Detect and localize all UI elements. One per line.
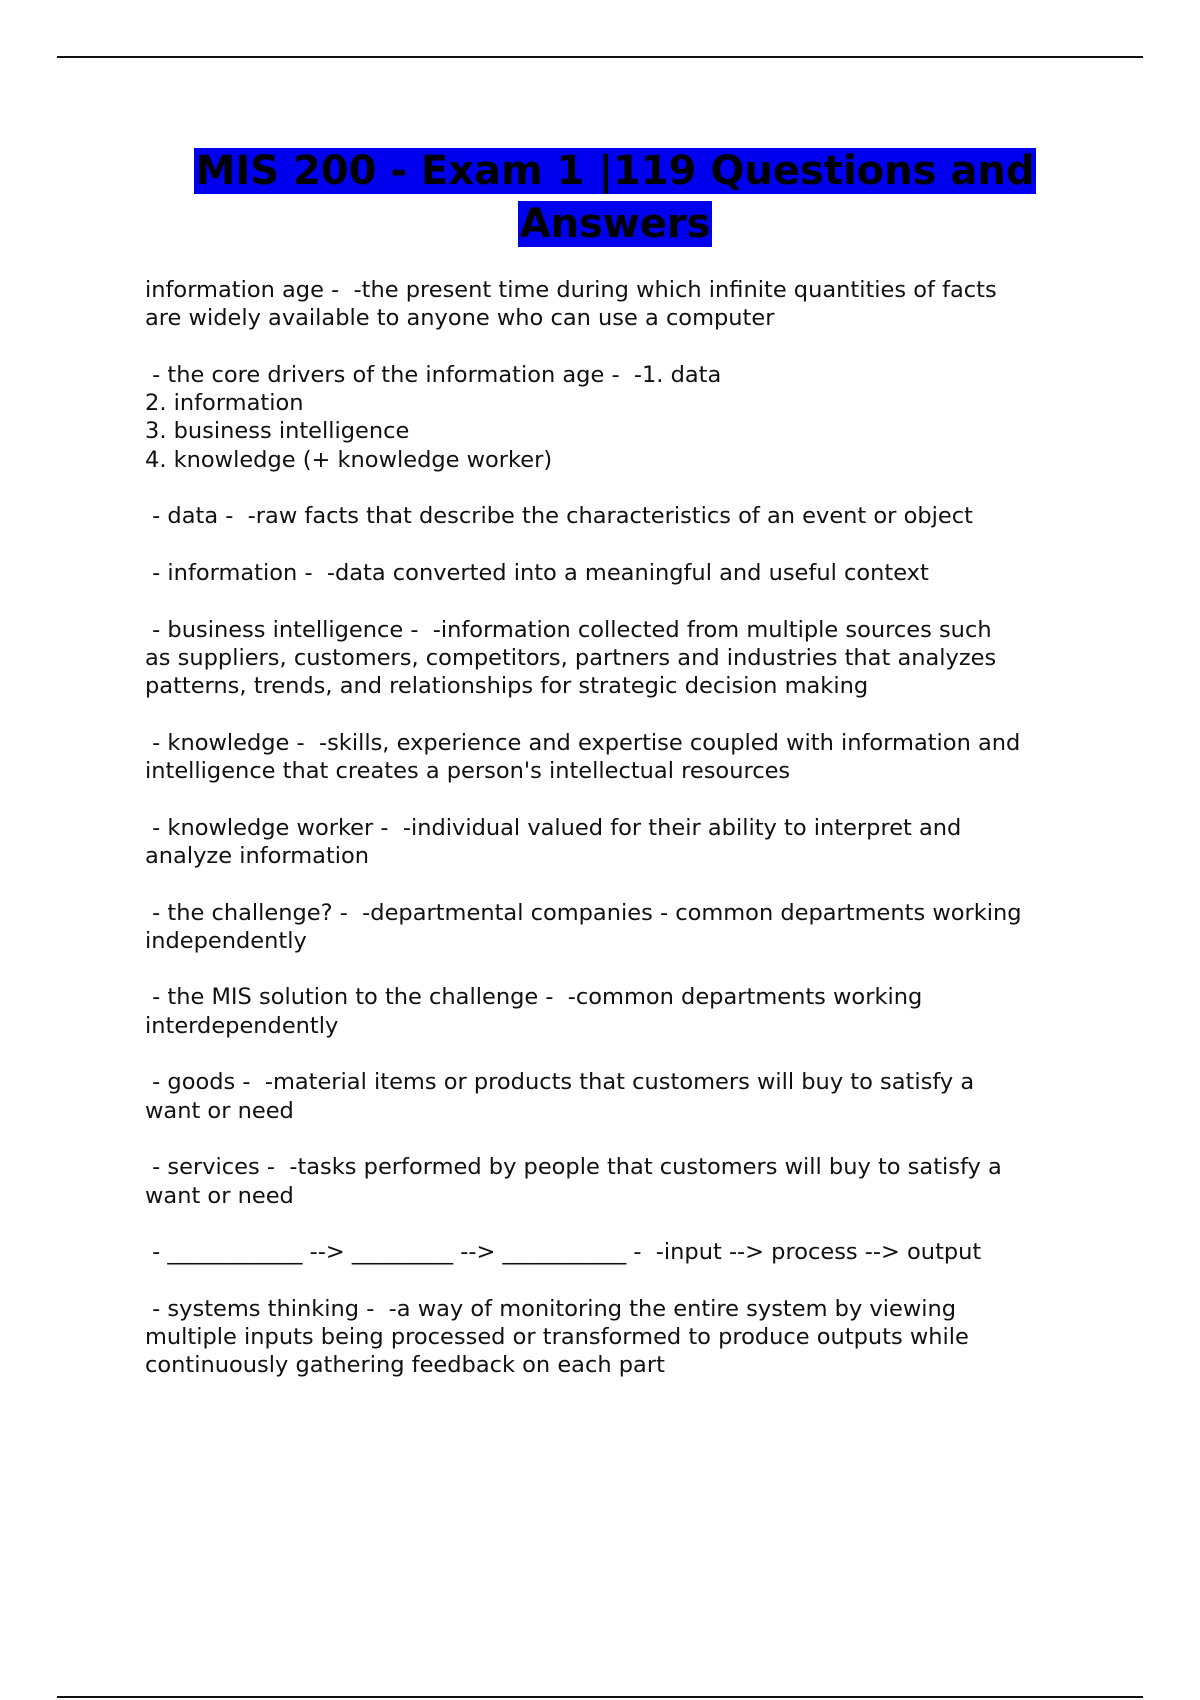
qa-entry — [145, 1068, 1095, 1125]
qa-entry — [145, 983, 1095, 1040]
qa-entry-line: - the core drivers of the information age - -1. data — [145, 361, 722, 388]
qa-entry-line: 3. business intelligence — [145, 418, 410, 445]
qa-entry-line: are widely available to anyone who can use a computer — [145, 305, 775, 332]
qa-entry-line: - information - -data converted into a meaningful and useful context — [145, 559, 929, 586]
qa-entry-line: 2. information — [145, 390, 304, 417]
qa-entry-line: continuously gathering feedback on each part — [145, 1352, 665, 1379]
qa-entry-line: - knowledge worker - -individual valued for their ability to interpret and — [145, 814, 962, 841]
qa-entry-line: - knowledge - -skills, experience and expertise coupled with information and — [145, 729, 1021, 756]
title-line-2: Answers — [519, 201, 711, 247]
qa-entry-line: analyze information — [145, 842, 370, 869]
qa-entry-line: want or need — [145, 1182, 294, 1209]
bottom-rule — [57, 1696, 1143, 1698]
qa-entry — [145, 361, 1095, 474]
qa-entry-line: 4. knowledge (+ knowledge worker) — [145, 446, 553, 473]
qa-entry-line: as suppliers, customers, competitors, partners and industries that analyzes — [145, 644, 997, 671]
qa-entry-line: - the MIS solution to the challenge - -common departments working — [145, 984, 923, 1011]
qa-entry-line: multiple inputs being processed or transformed to produce outputs while — [145, 1323, 969, 1350]
qa-entry — [145, 1153, 1095, 1210]
qa-entry — [145, 616, 1095, 701]
qa-entry — [145, 814, 1095, 871]
qa-entry-line: patterns, trends, and relationships for strategic decision making — [145, 673, 869, 700]
top-rule — [57, 56, 1143, 58]
qa-entry-line: independently — [145, 927, 307, 954]
qa-entry — [145, 1238, 1095, 1266]
qa-entry-line: - services - -tasks performed by people that customers will buy to satisfy a — [145, 1154, 1002, 1181]
qa-entry-line: interdependently — [145, 1012, 339, 1039]
qa-entry — [145, 276, 1095, 333]
qa-entry-line: - business intelligence - -information collected from multiple sources such — [145, 616, 992, 643]
qa-entry — [145, 729, 1095, 786]
qa-entry — [145, 1295, 1095, 1380]
qa-entry-line: - data - -raw facts that describe the characteristics of an event or object — [145, 503, 973, 530]
document-title — [145, 145, 1085, 251]
qa-entry — [145, 502, 1095, 530]
qa-entry-line: information age - -the present time during which infinite quantities of facts — [145, 277, 997, 303]
qa-entry-line: - the challenge? - -departmental companies - common departments working — [145, 899, 1022, 926]
qa-entry-line: want or need — [145, 1097, 294, 1124]
qa-entry-line: - ____________ --> _________ --> ___________ - -input --> process --> output — [145, 1239, 982, 1266]
qa-entry-line: - goods - -material items or products that customers will buy to satisfy a — [145, 1069, 975, 1096]
qa-entry — [145, 899, 1095, 956]
qa-entry — [145, 559, 1095, 587]
qa-list — [145, 276, 1095, 1408]
qa-entry-line: - systems thinking - -a way of monitoring the entire system by viewing — [145, 1295, 957, 1322]
qa-entry-line: intelligence that creates a person's intellectual resources — [145, 758, 791, 785]
title-line-1: MIS 200 - Exam 1 |119 Questions and — [195, 148, 1035, 194]
